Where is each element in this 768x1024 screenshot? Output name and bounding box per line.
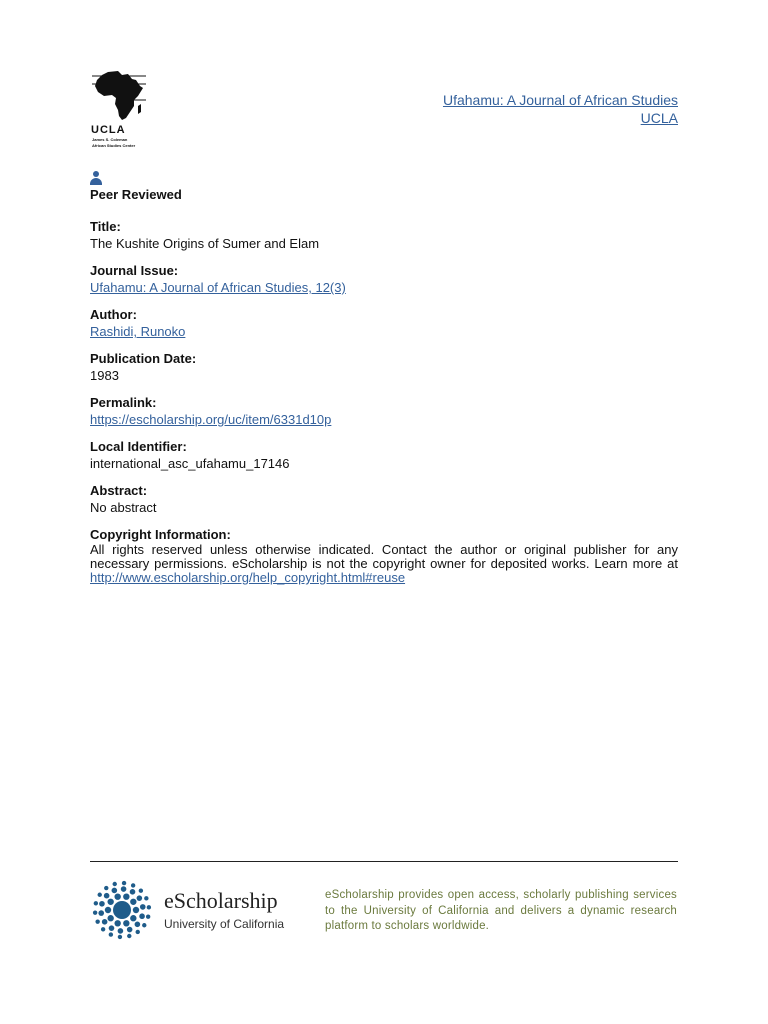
field-label: Permalink: — [90, 395, 157, 410]
header-links — [443, 91, 678, 127]
title-value: The Kushite Origins of Sumer and Elam — [90, 236, 320, 251]
logo-subtitle: James S. Coleman — [92, 137, 128, 142]
metadata — [90, 218, 678, 595]
person-icon — [90, 171, 102, 186]
field-label: Abstract: — [90, 483, 148, 498]
africa-map-icon — [88, 70, 148, 124]
escholarship-brand: eScholarship — [164, 888, 278, 913]
publication-date-value: 1983 — [90, 368, 119, 383]
permalink-field — [90, 394, 678, 428]
escholarship-subtitle: University of California — [164, 917, 285, 931]
local-identifier-field — [90, 438, 678, 472]
logo-subtitle: African Studies Center — [92, 143, 136, 148]
footer-divider — [90, 861, 678, 862]
title-field — [90, 218, 678, 252]
abstract-value: No abstract — [90, 500, 157, 515]
local-identifier-value: international_asc_ufahamu_17146 — [90, 456, 290, 471]
peer-reviewed-block — [90, 171, 182, 202]
journal-link[interactable]: Ufahamu: A Journal of African Studies — [442, 92, 678, 108]
author-field — [90, 306, 678, 340]
escholarship-logo-icon — [92, 880, 152, 940]
field-label: Copyright Information: — [90, 527, 231, 542]
field-label: Journal Issue: — [90, 263, 179, 278]
publication-date-field — [90, 350, 678, 384]
author-link[interactable]: Rashidi, Runoko — [90, 324, 186, 339]
field-label: Local Identifier: — [90, 439, 187, 454]
copyright-body: All rights reserved unless otherwise indicated. Contact the author or original publisher for any necessary permissions. eScholarship is not the copyright owner for deposited works. Learn more at — [90, 542, 678, 571]
copyright-field — [90, 526, 678, 585]
field-label: Title: — [90, 219, 121, 234]
journal-issue-link[interactable]: Ufahamu: A Journal of African Studies, 12(3) — [90, 280, 346, 295]
copyright-text — [90, 543, 678, 585]
field-label: Author: — [90, 307, 137, 322]
ucla-logo-text: UCLA — [91, 124, 126, 136]
journal-issue-field — [90, 262, 678, 296]
escholarship-description: eScholarship provides open access, scholarly publishing services to the University of California and delivers a dynamic research platform to scholars worldwide. — [325, 889, 677, 932]
abstract-field — [90, 482, 678, 516]
peer-reviewed-label: Peer Reviewed — [90, 187, 182, 202]
institution-link[interactable]: UCLA — [640, 110, 678, 126]
copyright-help-link[interactable]: http://www.escholarship.org/help_copyright.html#reuse — [90, 570, 406, 585]
ucla-african-studies-logo — [88, 70, 148, 148]
permalink-link[interactable]: https://escholarship.org/uc/item/6331d10p — [90, 412, 332, 427]
field-label: Publication Date: — [90, 351, 197, 366]
